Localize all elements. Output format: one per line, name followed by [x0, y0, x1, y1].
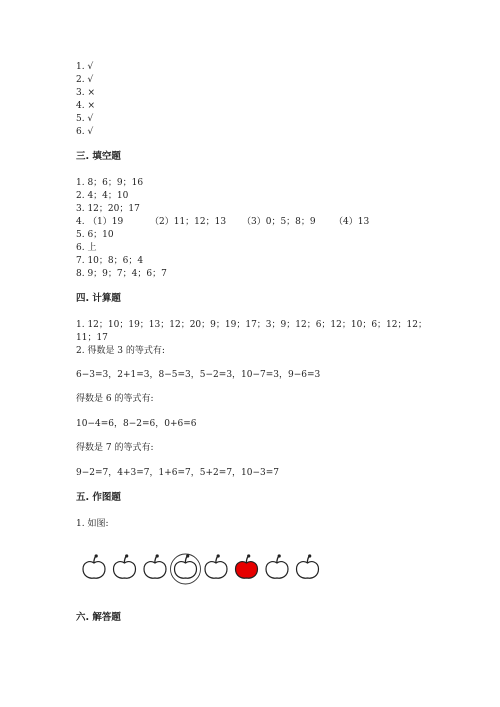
sub-answer: （4）13 — [334, 217, 370, 227]
answer-line: 5. √ — [76, 114, 94, 124]
answer-line: 1. √ — [76, 62, 94, 72]
apple — [83, 554, 105, 578]
answer-line: 1. 8；6；9；16 — [76, 178, 144, 188]
apple — [297, 554, 319, 578]
section-title: 四. 计算题 — [76, 293, 121, 304]
answer-line: 3. 12；20；17 — [76, 204, 140, 214]
apple — [144, 554, 166, 578]
apple — [171, 554, 201, 584]
answer-line: 6. √ — [76, 127, 94, 137]
apple-row-figure — [74, 548, 334, 588]
section-title: 六. 解答题 — [76, 612, 121, 623]
item-number: 4. — [76, 217, 85, 227]
answer-line: 1. 如图: — [76, 519, 109, 529]
sub-answer: （1）19 — [88, 217, 124, 227]
section-title: 五. 作图题 — [76, 492, 121, 503]
sub-answer: （2）11；12；13 — [150, 217, 227, 227]
answer-line: 得数是 7 的等式有: — [76, 443, 154, 453]
answer-line: 7. 10；8；6；4 — [76, 256, 144, 266]
answer-line: 3. × — [76, 88, 95, 98]
equation-line: 9−2=7，4+3=7，1+6=7，5+2=7，10−3=7 — [76, 468, 280, 478]
red-apple — [236, 554, 258, 578]
apple — [114, 554, 136, 578]
answer-line: 6. 上 — [76, 243, 97, 253]
answer-line: 2. √ — [76, 75, 94, 85]
answer-line: 得数是 6 的等式有: — [76, 394, 154, 404]
answer-line: 11；17 — [76, 333, 108, 343]
answer-line: 5. 6；10 — [76, 230, 114, 240]
answer-line: 1. 12；10；19；13；12；20；9；19；17；3；9；12；6；12；10；6；12；12； — [76, 320, 427, 330]
answer-line: 2. 得数是 3 的等式有: — [76, 346, 165, 356]
answer-line: 4. × — [76, 101, 95, 111]
apple — [205, 554, 227, 578]
apple — [266, 554, 288, 578]
equation-line: 6−3=3，2+1=3，8−5=3，5−2=3，10−7=3，9−6=3 — [76, 370, 321, 380]
sub-answer: （3）0；5；8；9 — [242, 217, 316, 227]
answer-line: 8. 9；9；7；4；6；7 — [76, 269, 167, 279]
answer-line: 2. 4；4；10 — [76, 191, 129, 201]
answer-line-4 — [76, 216, 369, 228]
section-title: 三. 填空题 — [76, 151, 121, 162]
equation-line: 10−4=6，8−2=6，0+6=6 — [76, 419, 197, 429]
